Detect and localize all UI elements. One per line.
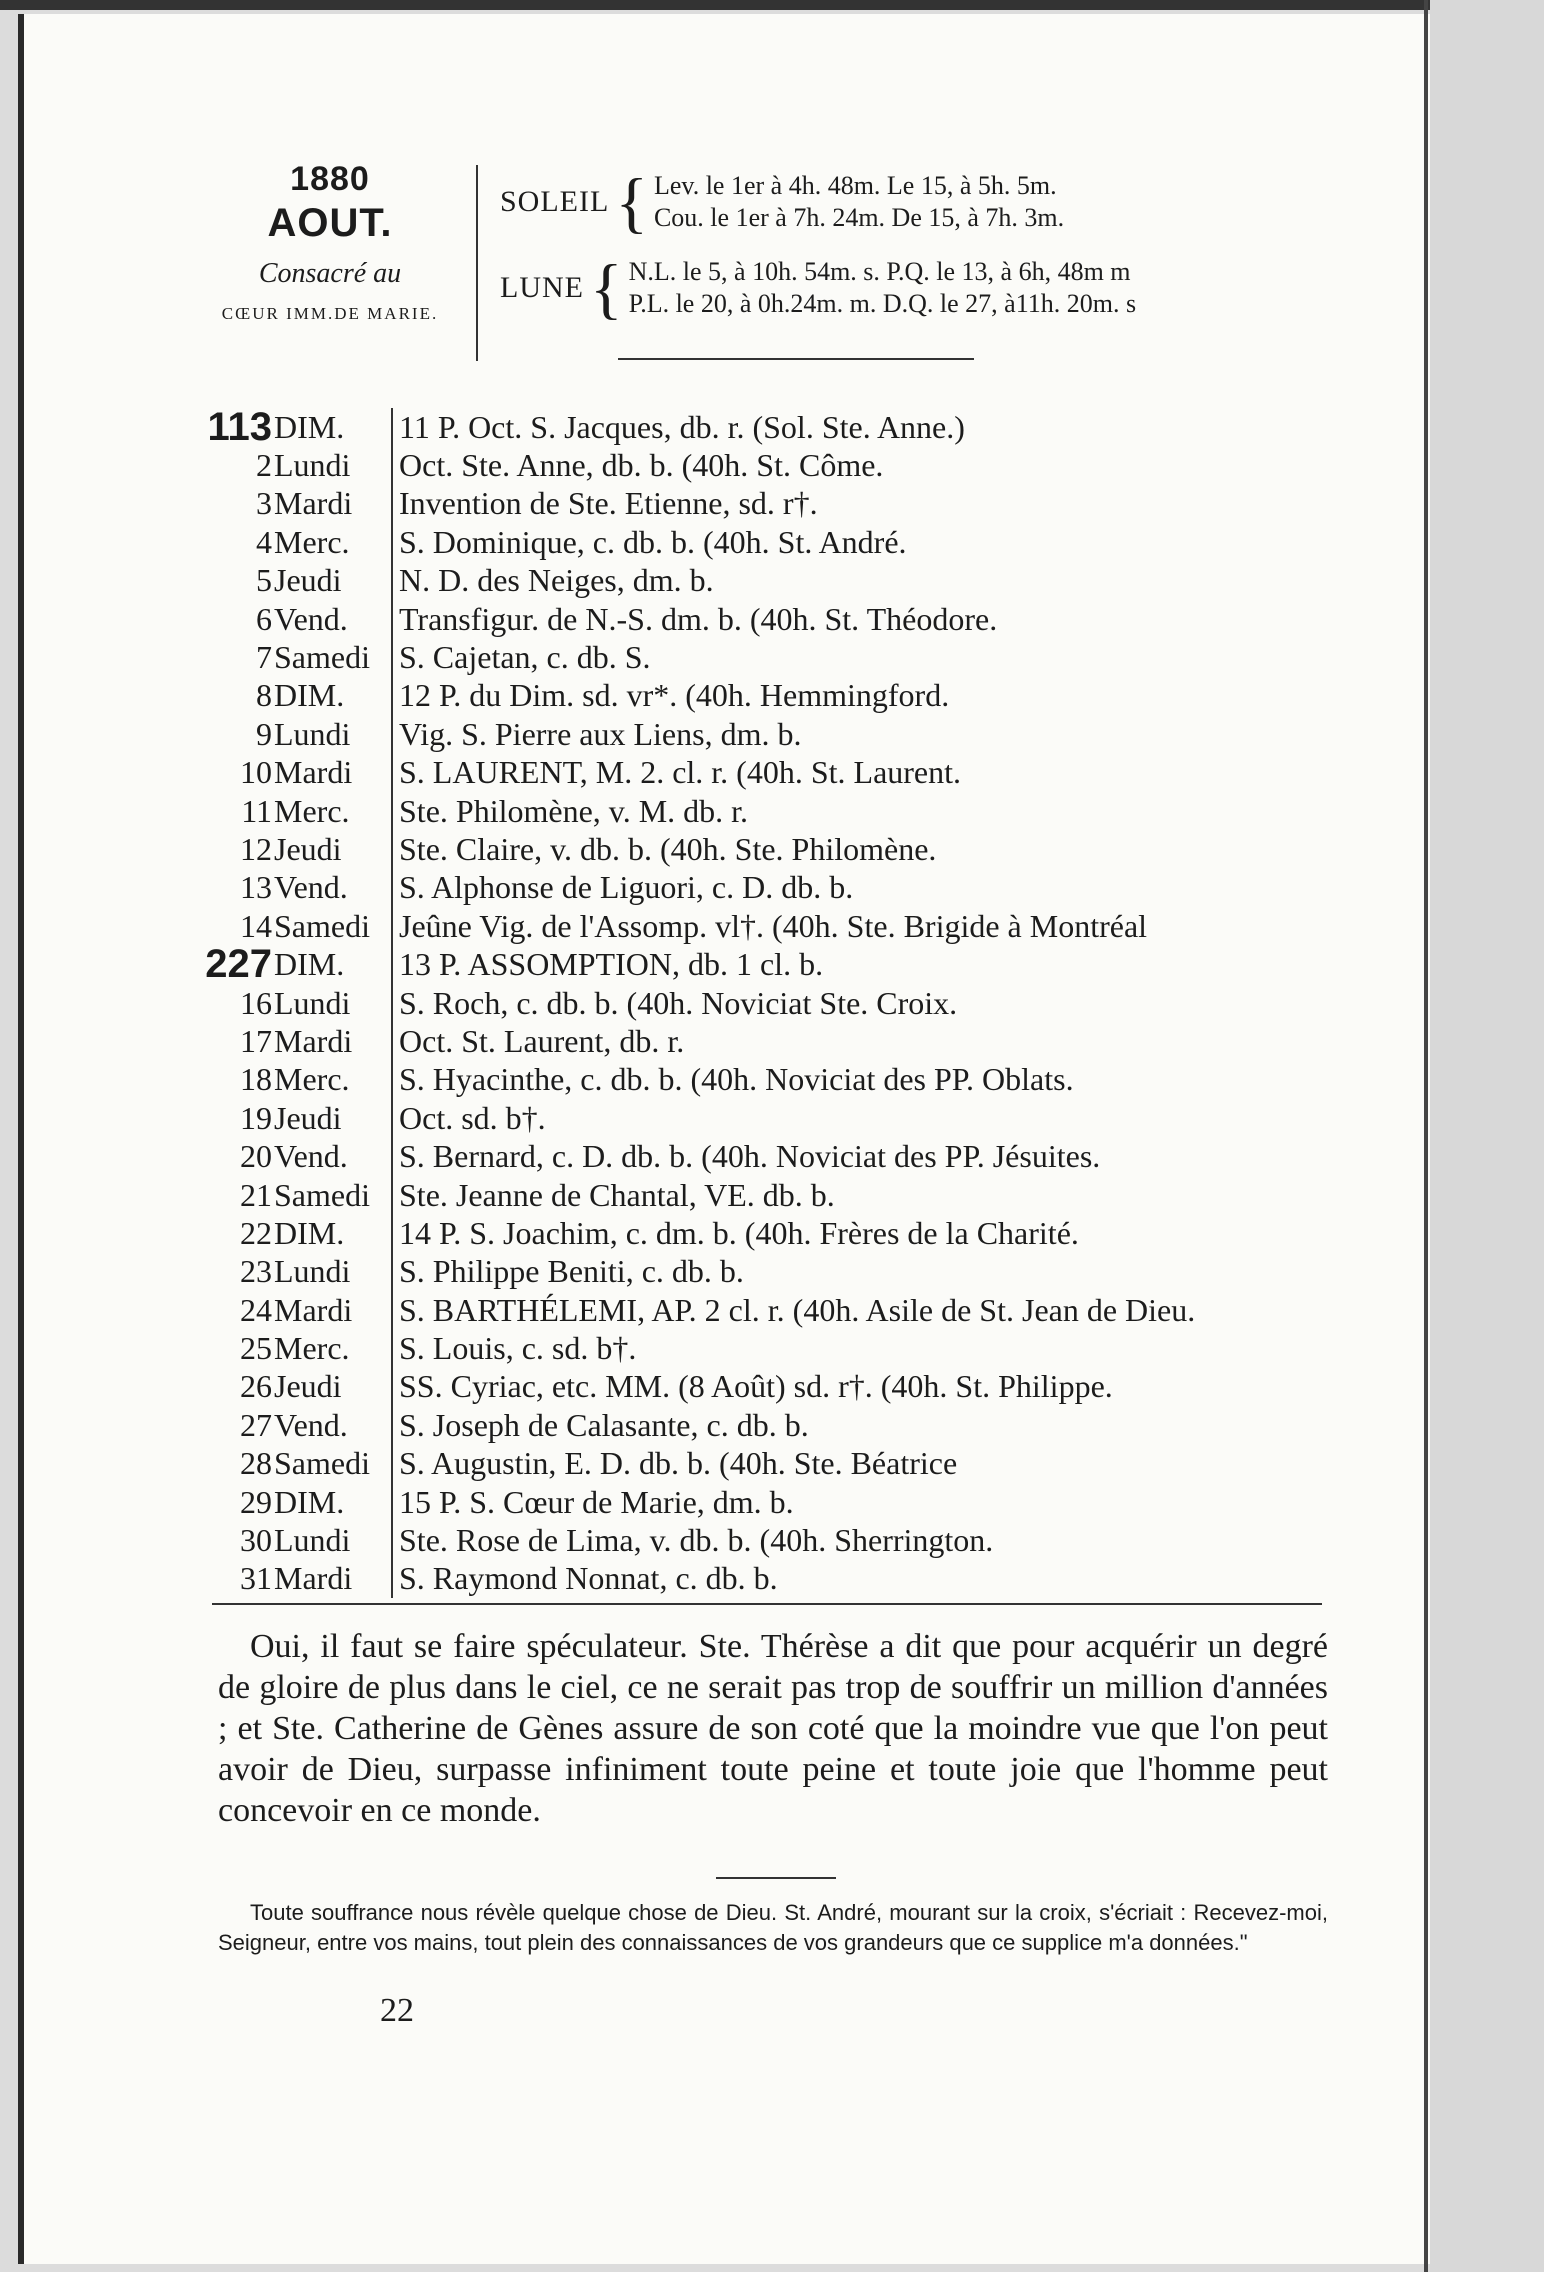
quote-paragraph: Toute souffrance nous révèle quelque chose de Dieu. St. André, mourant sur la croix, s'écriait : Recevez-moi, Seigneur, entre vos mains, tout plein des connaissances de vos grandeurs que ce supplice m'a données." bbox=[218, 1900, 1328, 1955]
day-entry: S. Raymond Nonnat, c. db. b. bbox=[391, 1560, 1340, 1598]
day-name: Jeudi bbox=[274, 1368, 342, 1405]
day-row bbox=[190, 869, 1340, 907]
day-entry: N. D. des Neiges, dm. b. bbox=[391, 562, 1340, 600]
day-row bbox=[190, 404, 1340, 449]
day-row bbox=[190, 523, 1340, 561]
day-name: DIM. bbox=[274, 408, 345, 445]
day-name: Vend. bbox=[274, 1138, 348, 1175]
day-name: Jeudi bbox=[274, 1099, 342, 1136]
lune-label: LUNE bbox=[500, 271, 584, 304]
day-row bbox=[190, 715, 1340, 753]
table-rule bbox=[212, 1603, 1322, 1605]
day-number: 30 bbox=[240, 1522, 272, 1559]
day-name: Lundi bbox=[274, 984, 351, 1021]
day-row bbox=[190, 485, 1340, 523]
day-entry: Oct. St. Laurent, db. r. bbox=[391, 1022, 1340, 1060]
facing-page-strip bbox=[1430, 0, 1544, 2272]
day-number: 18 bbox=[240, 1061, 272, 1098]
day-row bbox=[190, 1560, 1340, 1598]
day-name: Samedi bbox=[274, 1445, 370, 1482]
day-name: Mardi bbox=[274, 754, 353, 791]
day-number: 6 bbox=[256, 600, 272, 637]
day-row bbox=[190, 1176, 1340, 1214]
day-name: Jeudi bbox=[274, 830, 342, 867]
day-row bbox=[190, 1406, 1340, 1444]
day-row bbox=[190, 1329, 1340, 1367]
day-number: 21 bbox=[240, 1176, 272, 1213]
day-entry: Ste. Claire, v. db. b. (40h. Ste. Philomène. bbox=[391, 830, 1340, 868]
day-name: Mardi bbox=[274, 485, 353, 522]
day-name: DIM. bbox=[274, 946, 345, 983]
day-entry: S. Philippe Beniti, c. db. b. bbox=[391, 1253, 1340, 1291]
day-entry: Vig. S. Pierre aux Liens, dm. b. bbox=[391, 715, 1340, 753]
day-name: Merc. bbox=[274, 792, 350, 829]
day-row bbox=[190, 1099, 1340, 1137]
day-number: 28 bbox=[240, 1445, 272, 1482]
day-row bbox=[190, 754, 1340, 792]
day-row bbox=[190, 638, 1340, 676]
day-name: Vend. bbox=[274, 1406, 348, 1443]
day-row bbox=[190, 562, 1340, 600]
day-entry: 14 P. S. Joachim, c. dm. b. (40h. Frères de la Charité. bbox=[391, 1214, 1340, 1252]
soleil-block bbox=[500, 163, 1065, 240]
day-name: Mardi bbox=[274, 1560, 353, 1597]
day-name: Lundi bbox=[274, 1522, 351, 1559]
day-number: 24 bbox=[240, 1291, 272, 1328]
day-entry: Oct. Ste. Anne, db. b. (40h. St. Côme. bbox=[391, 446, 1340, 484]
day-number: 5 bbox=[256, 562, 272, 599]
day-row bbox=[190, 1253, 1340, 1291]
day-name: Samedi bbox=[274, 1176, 370, 1213]
day-entry: S. BARTHÉLEMI, AP. 2 cl. r. (40h. Asile de St. Jean de Dieu. bbox=[391, 1291, 1340, 1329]
day-row bbox=[190, 830, 1340, 868]
day-entry: Ste. Jeanne de Chantal, VE. db. b. bbox=[391, 1176, 1340, 1214]
section-rule bbox=[716, 1877, 836, 1879]
day-name: DIM. bbox=[274, 677, 345, 714]
day-entry: S. LAURENT, M. 2. cl. r. (40h. St. Laurent. bbox=[391, 754, 1340, 792]
day-number: 23 bbox=[240, 1253, 272, 1290]
day-entry: S. Alphonse de Liguori, c. D. db. b. bbox=[391, 869, 1340, 907]
day-entry: Jeûne Vig. de l'Assomp. vl†. (40h. Ste. Brigide à Montréal bbox=[391, 907, 1340, 945]
day-entry: SS. Cyriac, etc. MM. (8 Août) sd. r†. (40h. St. Philippe. bbox=[391, 1368, 1340, 1406]
day-row bbox=[190, 1521, 1340, 1559]
day-number: 19 bbox=[240, 1099, 272, 1136]
day-entry: S. Cajetan, c. db. S. bbox=[391, 638, 1340, 676]
day-number: 12 bbox=[240, 830, 272, 867]
day-name: Lundi bbox=[274, 447, 351, 484]
day-number: 13 bbox=[240, 869, 272, 906]
day-entry: S. Joseph de Calasante, c. db. b. bbox=[391, 1406, 1340, 1444]
day-number: 3 bbox=[256, 485, 272, 522]
soleil-line2: Cou. le 1er à 7h. 24m. De 15, à 7h. 3m. bbox=[653, 203, 1065, 232]
day-name: Merc. bbox=[274, 523, 350, 560]
day-name: Vend. bbox=[274, 600, 348, 637]
day-row bbox=[190, 1214, 1340, 1252]
day-entry: 12 P. du Dim. sd. vr*. (40h. Hemmingford. bbox=[391, 677, 1340, 715]
soleil-label: SOLEIL bbox=[500, 185, 610, 218]
day-name: Merc. bbox=[274, 1061, 350, 1098]
day-entry: Ste. Philomène, v. M. db. r. bbox=[391, 792, 1340, 830]
day-row bbox=[190, 677, 1340, 715]
day-row bbox=[190, 1137, 1340, 1175]
year: 1880 bbox=[290, 160, 370, 198]
day-number: 227 bbox=[205, 942, 272, 987]
page-edge bbox=[1424, 0, 1428, 2272]
dedication-line2: CŒUR IMM.DE MARIE. bbox=[221, 304, 439, 323]
header-rule bbox=[618, 358, 974, 360]
day-name: Merc. bbox=[274, 1330, 350, 1367]
day-number: 2 bbox=[256, 447, 272, 484]
day-entry: S. Dominique, c. db. b. (40h. St. André. bbox=[391, 523, 1340, 561]
day-entry: S. Bernard, c. D. db. b. (40h. Noviciat des PP. Jésuites. bbox=[391, 1137, 1340, 1175]
calendar-table bbox=[190, 404, 1340, 1598]
day-number: 14 bbox=[240, 907, 272, 944]
day-number: 20 bbox=[240, 1138, 272, 1175]
day-entry: 15 P. S. Cœur de Marie, dm. b. bbox=[391, 1483, 1340, 1521]
lune-line1: N.L. le 5, à 10h. 54m. s. P.Q. le 13, à 6h, 48m m bbox=[628, 257, 1131, 286]
day-number: 25 bbox=[240, 1330, 272, 1367]
day-number: 8 bbox=[256, 677, 272, 714]
day-number: 22 bbox=[240, 1214, 272, 1251]
day-row bbox=[190, 792, 1340, 830]
day-row bbox=[190, 600, 1340, 638]
day-name: DIM. bbox=[274, 1483, 345, 1520]
dedication-line1: Consacré au bbox=[258, 258, 402, 289]
day-row bbox=[190, 907, 1340, 945]
day-number: 10 bbox=[240, 754, 272, 791]
day-number: 31 bbox=[240, 1560, 272, 1597]
day-row bbox=[190, 1483, 1340, 1521]
day-number: 29 bbox=[240, 1483, 272, 1520]
day-row bbox=[190, 984, 1340, 1022]
brace-icon: { bbox=[615, 163, 648, 240]
day-row bbox=[190, 1368, 1340, 1406]
day-entry: Ste. Rose de Lima, v. db. b. (40h. Sherrington. bbox=[391, 1521, 1340, 1559]
lune-block bbox=[500, 249, 1137, 326]
page-number: 22 bbox=[380, 1992, 414, 2029]
day-row bbox=[190, 1022, 1340, 1060]
day-name: Jeudi bbox=[274, 562, 342, 599]
day-number: 11 bbox=[241, 792, 272, 829]
lune-line2: P.L. le 20, à 0h.24m. m. D.Q. le 27, à11h. 20m. s bbox=[628, 289, 1137, 318]
day-name: Mardi bbox=[274, 1291, 353, 1328]
day-entry: S. Louis, c. sd. b†. bbox=[391, 1329, 1340, 1367]
day-number: 113 bbox=[207, 404, 272, 449]
day-number: 4 bbox=[256, 523, 272, 560]
day-number: 17 bbox=[240, 1022, 272, 1059]
day-name: Samedi bbox=[274, 907, 370, 944]
day-entry: S. Hyacinthe, c. db. b. (40h. Noviciat des PP. Oblats. bbox=[391, 1061, 1340, 1099]
day-row bbox=[190, 942, 1340, 987]
day-entry: Invention de Ste. Etienne, sd. r†. bbox=[391, 485, 1340, 523]
day-name: Samedi bbox=[274, 639, 370, 676]
day-entry: S. Augustin, E. D. db. b. (40h. Ste. Béatrice bbox=[391, 1445, 1340, 1483]
day-number: 7 bbox=[256, 639, 272, 676]
day-entry: S. Roch, c. db. b. (40h. Noviciat Ste. Croix. bbox=[391, 984, 1340, 1022]
day-row bbox=[190, 1291, 1340, 1329]
day-number: 9 bbox=[256, 715, 272, 752]
month-heading bbox=[160, 160, 500, 324]
day-entry: 13 P. ASSOMPTION, db. 1 cl. b. bbox=[391, 945, 1340, 983]
meditation-paragraph: Oui, il faut se faire spéculateur. Ste. Thérèse a dit que pour acquérir un degré de gloire de plus dans le ciel, ce ne serait pas trop de souffrir un million d'années ; et Ste. Catherine de Gènes assure de son coté que la moindre vue que l'on peut avoir de Dieu, surpasse infiniment toute peine et toute joie que l'homme peut concevoir en ce monde. bbox=[218, 1628, 1328, 1829]
brace-icon: { bbox=[589, 249, 623, 326]
day-name: Lundi bbox=[274, 1253, 351, 1290]
day-name: DIM. bbox=[274, 1214, 345, 1251]
day-name: Lundi bbox=[274, 715, 351, 752]
day-number: 27 bbox=[240, 1406, 272, 1443]
month-title: AOUT. bbox=[267, 201, 393, 245]
day-name: Vend. bbox=[274, 869, 348, 906]
soleil-line1: Lev. le 1er à 4h. 48m. Le 15, à 5h. 5m. bbox=[653, 171, 1057, 200]
day-number: 26 bbox=[240, 1368, 272, 1405]
scan-top-edge bbox=[0, 0, 1544, 10]
day-entry: Transfigur. de N.-S. dm. b. (40h. St. Théodore. bbox=[391, 600, 1340, 638]
day-row bbox=[190, 446, 1340, 484]
day-entry: Oct. sd. b†. bbox=[391, 1099, 1340, 1137]
day-name: Mardi bbox=[274, 1022, 353, 1059]
day-row bbox=[190, 1061, 1340, 1099]
header-separator bbox=[476, 165, 478, 361]
day-row bbox=[190, 1445, 1340, 1483]
day-number: 16 bbox=[240, 984, 272, 1021]
day-entry: 11 P. Oct. S. Jacques, db. r. (Sol. Ste. Anne.) bbox=[391, 408, 1340, 446]
